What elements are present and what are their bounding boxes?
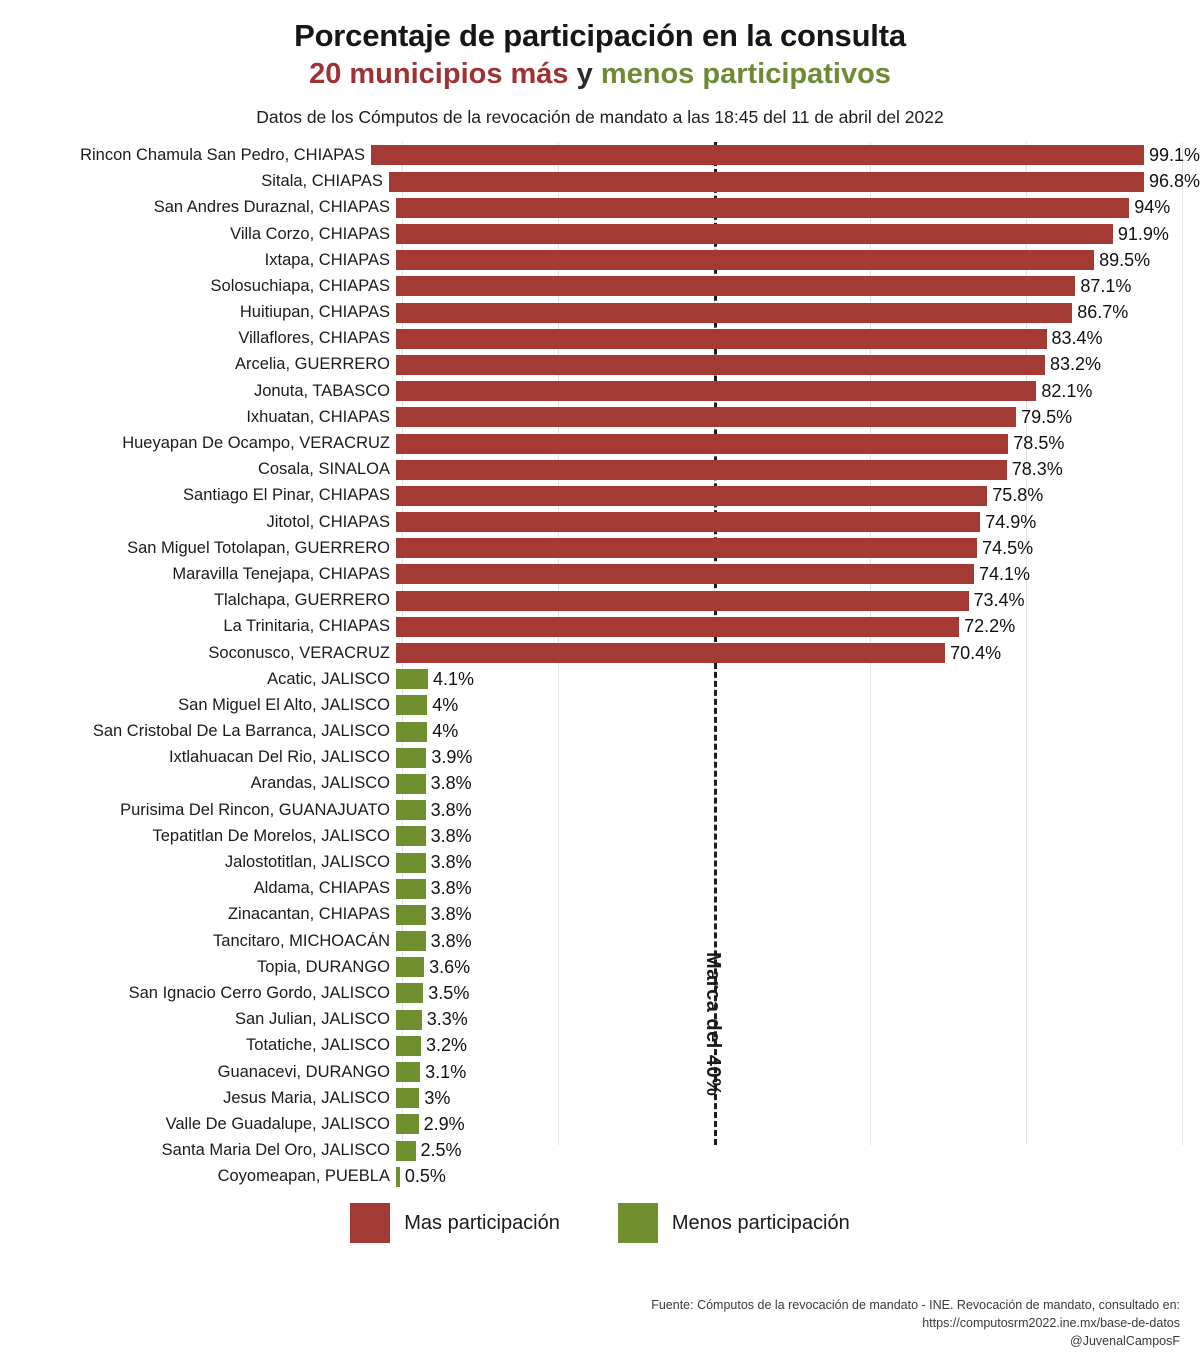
bar-track: [396, 247, 1200, 273]
bar-value-label: 78.5%: [1013, 433, 1065, 454]
bar-row-label: La Trinitaria, CHIAPAS: [223, 617, 390, 636]
legend-item-less: [618, 1203, 850, 1243]
bar-row: [0, 142, 1200, 168]
bar-track: [396, 823, 1200, 849]
bar-row: [0, 169, 1200, 195]
bar-row-label: Acatic, JALISCO: [267, 669, 390, 688]
bar-value-label: 3.3%: [426, 1009, 468, 1030]
bar-value-label: 73.4%: [973, 590, 1025, 611]
bar-value-label: 79.5%: [1021, 406, 1073, 427]
bar-row: [0, 1138, 1200, 1164]
bar-track: [396, 1007, 1200, 1033]
bar-track: [396, 928, 1200, 954]
bar-value-label: 74.1%: [978, 563, 1031, 584]
bar-value-label: 96.8%: [1148, 171, 1200, 192]
bar-row-label: Zinacantan, CHIAPAS: [227, 905, 390, 924]
bar-value-label: 74.9%: [985, 511, 1037, 532]
bar-track: [396, 588, 1200, 614]
bar: [396, 983, 423, 1003]
page-subtitle-colored: [0, 57, 1200, 92]
bar-track: [396, 614, 1200, 640]
bar: [396, 538, 977, 558]
bar: [396, 1114, 419, 1134]
bar-track: [396, 430, 1200, 456]
bar-row: [0, 404, 1200, 430]
bar-value-label: 91.9%: [1117, 223, 1169, 244]
bar: [396, 591, 969, 611]
bar-row: [0, 666, 1200, 692]
bar-row: [0, 221, 1200, 247]
bar-track: [396, 300, 1200, 326]
bar-value-label: 3.8%: [430, 930, 472, 951]
bar-value-label: 2.5%: [420, 1140, 462, 1161]
bar-value-label: 94%: [1134, 197, 1171, 218]
footer-source-line: Fuente: Cómputos de la revocación de mandato - INE. Revocación de mandato, consultado en:: [651, 1297, 1180, 1312]
bar-row-label: Purisima Del Rincon, GUANAJUATO: [120, 800, 390, 819]
title-less-part: menos participativos: [600, 57, 891, 90]
bar-track: [396, 509, 1200, 535]
bar-track: [396, 195, 1200, 221]
bar: [396, 224, 1113, 244]
bar-row: [0, 509, 1200, 535]
bar: [396, 748, 426, 768]
bar-row: [0, 561, 1200, 587]
bar-row-label: Ixhuatan, CHIAPAS: [246, 407, 390, 426]
bar-row-label: Topia, DURANGO: [257, 957, 390, 976]
bar: [396, 1036, 421, 1056]
bar-row: [0, 797, 1200, 823]
bar-track: [396, 1111, 1200, 1137]
bar-track: [396, 797, 1200, 823]
bar: [396, 931, 426, 951]
bar-row: [0, 928, 1200, 954]
bar-row-label: Santiago El Pinar, CHIAPAS: [183, 486, 390, 505]
page-title: Porcentaje de participación en la consulta: [294, 18, 906, 53]
bar-value-label: 3.8%: [430, 825, 472, 846]
bar-value-label: 3.1%: [425, 1061, 467, 1082]
chart-area: [0, 142, 1200, 1187]
bar-value-label: 3.9%: [431, 747, 473, 768]
bar-row: [0, 614, 1200, 640]
bar: [396, 695, 427, 715]
bar-row: [0, 1111, 1200, 1137]
bar-row-label: Tlalchapa, GUERRERO: [213, 591, 390, 610]
bar-row-label: San Ignacio Cerro Gordo, JALISCO: [128, 983, 390, 1002]
bar: [396, 512, 980, 532]
bar-track: [396, 980, 1200, 1006]
bar: [396, 355, 1045, 375]
bar: [396, 617, 959, 637]
bar-row-label: Totatiche, JALISCO: [246, 1036, 390, 1055]
bar-row: [0, 1085, 1200, 1111]
bar-row-label: Santa Maria Del Oro, JALISCO: [161, 1141, 390, 1160]
bar-track: [396, 273, 1200, 299]
bar-row-label: Ixtlahuacan Del Rio, JALISCO: [168, 748, 390, 767]
bar-row-label: Rincon Chamula San Pedro, CHIAPAS: [80, 145, 365, 164]
bar-row: [0, 719, 1200, 745]
bar-value-label: 82.1%: [1041, 380, 1093, 401]
bar-value-label: 3.8%: [430, 878, 472, 899]
bar-row: [0, 247, 1200, 273]
bar: [396, 905, 426, 925]
bar-row: [0, 876, 1200, 902]
chart-legend: [0, 1203, 1200, 1243]
bar-value-label: 3.5%: [428, 982, 470, 1003]
bar-row: [0, 692, 1200, 718]
bar: [396, 381, 1036, 401]
bar: [396, 407, 1016, 427]
bar-track: [396, 1033, 1200, 1059]
bar: [396, 329, 1047, 349]
bar: [396, 486, 987, 506]
bar-row-label: Huitiupan, CHIAPAS: [239, 303, 390, 322]
data-source-subtitle: Datos de los Cómputos de la revocación de mandato a las 18:45 del 11 de abril del 2022: [256, 107, 944, 128]
bar-track: [396, 745, 1200, 771]
bar-row: [0, 352, 1200, 378]
bar-value-label: 3.8%: [430, 904, 472, 925]
title-more-part: 20 municipios más: [309, 57, 569, 90]
threshold-marker-label: Marca del 40%: [702, 952, 724, 1097]
bar-value-label: 99.1%: [1148, 144, 1200, 165]
bar-track: [396, 719, 1200, 745]
legend-item-more: [350, 1203, 560, 1243]
bar-row: [0, 902, 1200, 928]
bar-value-label: 86.7%: [1077, 302, 1129, 323]
bar-row-label: Arandas, JALISCO: [250, 774, 390, 793]
bar: [396, 643, 945, 663]
bar: [371, 145, 1144, 165]
bar-row: [0, 588, 1200, 614]
bar-row-label: Solosuchiapa, CHIAPAS: [210, 276, 390, 295]
bar-value-label: 75.8%: [992, 485, 1044, 506]
bar-track: [396, 640, 1200, 666]
bar-row-label: Villaflores, CHIAPAS: [238, 329, 390, 348]
bar-track: [396, 352, 1200, 378]
bar-track: [396, 483, 1200, 509]
bar-track: [396, 535, 1200, 561]
bar-value-label: 87.1%: [1080, 275, 1132, 296]
bar-row: [0, 1033, 1200, 1059]
bar-row: [0, 326, 1200, 352]
bar-value-label: 3.8%: [430, 799, 472, 820]
bar: [396, 669, 428, 689]
bar-row-label: Tepatitlan De Morelos, JALISCO: [152, 826, 390, 845]
bar-row: [0, 195, 1200, 221]
bar-row: [0, 771, 1200, 797]
bar-row-label: Valle De Guadalupe, JALISCO: [165, 1114, 390, 1133]
bar-row-label: Tancitaro, MICHOACÁN: [213, 931, 390, 950]
bar: [396, 722, 427, 742]
bar: [396, 434, 1008, 454]
bar-track: [396, 902, 1200, 928]
bar: [396, 826, 426, 846]
footer-author-line: @JuvenalCamposF: [1070, 1333, 1180, 1348]
bar-track: [396, 404, 1200, 430]
bar-track: [396, 1085, 1200, 1111]
bar-row: [0, 849, 1200, 875]
bar-row-label: San Miguel El Alto, JALISCO: [178, 695, 390, 714]
bar-row: [0, 954, 1200, 980]
bar-track: [371, 142, 1200, 168]
bar-value-label: 70.4%: [950, 642, 1002, 663]
bar-value-label: 3.6%: [429, 956, 471, 977]
legend-label-less: Menos participación: [671, 1211, 850, 1234]
bar-row-label: San Andres Duraznal, CHIAPAS: [153, 198, 390, 217]
bar-row: [0, 300, 1200, 326]
bar-row-label: Coyomeapan, PUEBLA: [217, 1167, 390, 1186]
bar-row: [0, 378, 1200, 404]
bar-row-label: Jonuta, TABASCO: [253, 381, 390, 400]
legend-swatch-less-icon: [618, 1203, 658, 1243]
bar-row: [0, 273, 1200, 299]
bar: [396, 774, 426, 794]
bar: [396, 276, 1075, 296]
bar-track: [396, 457, 1200, 483]
bar-row-label: Jalostotitlan, JALISCO: [224, 853, 390, 872]
bar-track: [396, 876, 1200, 902]
bar-value-label: 4.1%: [432, 668, 474, 689]
bar: [396, 460, 1007, 480]
bar-value-label: 74.5%: [982, 537, 1034, 558]
bar-row: [0, 1007, 1200, 1033]
bar-value-label: 4%: [432, 694, 459, 715]
bar-rows: [0, 142, 1200, 1187]
bar-row-label: Villa Corzo, CHIAPAS: [230, 224, 390, 243]
bar-row-label: Arcelia, GUERRERO: [235, 355, 390, 374]
title-conjunction: y: [568, 57, 601, 90]
bar: [396, 564, 974, 584]
bar-row-label: Jitotol, CHIAPAS: [266, 512, 390, 531]
bar-row-label: San Miguel Totolapan, GUERRERO: [127, 538, 390, 557]
bar-value-label: 72.2%: [964, 616, 1016, 637]
bar-track: [396, 692, 1200, 718]
footer-url-line: https://computosrm2022.ine.mx/base-de-datos: [922, 1315, 1180, 1330]
bar-row: [0, 483, 1200, 509]
bar-row-label: San Cristobal De La Barranca, JALISCO: [92, 722, 390, 741]
bar-value-label: 83.4%: [1051, 328, 1103, 349]
bar-row-label: San Julian, JALISCO: [235, 1010, 390, 1029]
bar-row-label: Jesus Maria, JALISCO: [223, 1088, 390, 1107]
bar: [389, 172, 1144, 192]
bar-value-label: 0.5%: [404, 1166, 446, 1187]
bar-row: [0, 457, 1200, 483]
bar-track: [396, 1059, 1200, 1085]
bar-value-label: 89.5%: [1099, 249, 1151, 270]
bar-track: [396, 771, 1200, 797]
bar-row-label: Ixtapa, CHIAPAS: [264, 250, 390, 269]
bar-value-label: 3.8%: [430, 852, 472, 873]
bar: [396, 879, 426, 899]
bar-row-label: Cosala, SINALOA: [257, 460, 390, 479]
bar-row: [0, 640, 1200, 666]
footer-credits: [651, 1296, 1180, 1350]
legend-label-more: Mas participación: [404, 1211, 560, 1234]
bar-value-label: 3.8%: [430, 773, 472, 794]
bar-value-label: 83.2%: [1049, 354, 1101, 375]
bar: [396, 853, 426, 873]
bar: [396, 1088, 419, 1108]
bar-value-label: 2.9%: [423, 1113, 465, 1134]
legend-swatch-more-icon: [350, 1203, 390, 1243]
bar: [396, 250, 1094, 270]
bar-row-label: Aldama, CHIAPAS: [253, 879, 390, 898]
bar-row: [0, 980, 1200, 1006]
bar-row: [0, 823, 1200, 849]
title-block: [0, 0, 1200, 128]
bar-track: [396, 1164, 1200, 1190]
bar: [396, 1141, 416, 1161]
bar-track: [396, 326, 1200, 352]
bar-row-label: Guanacevi, DURANGO: [217, 1062, 390, 1081]
bar: [396, 303, 1072, 323]
bar-row-label: Sitala, CHIAPAS: [261, 172, 383, 191]
bar-row: [0, 1059, 1200, 1085]
bar-value-label: 78.3%: [1011, 459, 1063, 480]
bar-track: [396, 561, 1200, 587]
bar-track: [396, 666, 1200, 692]
bar-row: [0, 430, 1200, 456]
bar: [396, 198, 1129, 218]
bar: [396, 1062, 420, 1082]
bar-row: [0, 745, 1200, 771]
bar-value-label: 3.2%: [425, 1035, 467, 1056]
bar-track: [389, 169, 1200, 195]
bar-track: [396, 849, 1200, 875]
bar-row-label: Soconusco, VERACRUZ: [208, 643, 390, 662]
bar-row: [0, 535, 1200, 561]
bar-value-label: 4%: [432, 721, 459, 742]
bar-value-label: 3%: [424, 1087, 451, 1108]
bar: [396, 957, 424, 977]
bar-track: [396, 1138, 1200, 1164]
bar-row-label: Hueyapan De Ocampo, VERACRUZ: [122, 434, 390, 453]
bar: [396, 1010, 422, 1030]
bar-row: [0, 1164, 1200, 1190]
bar: [396, 800, 426, 820]
bar-row-label: Maravilla Tenejapa, CHIAPAS: [172, 564, 390, 583]
bar-track: [396, 378, 1200, 404]
bar-track: [396, 954, 1200, 980]
bar-track: [396, 221, 1200, 247]
